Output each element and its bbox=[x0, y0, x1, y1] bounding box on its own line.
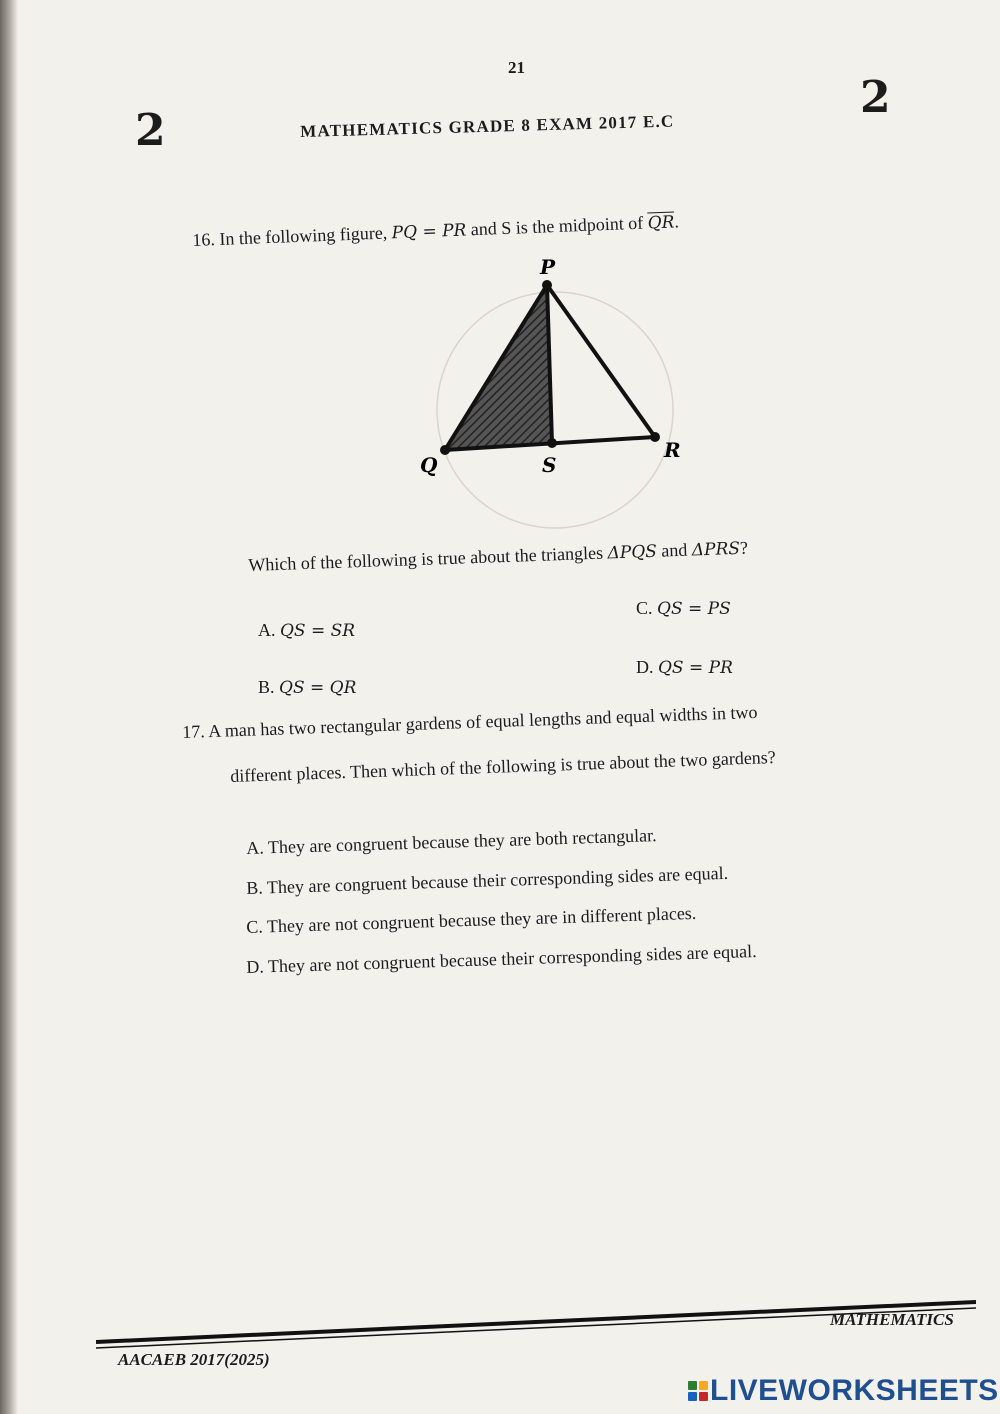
q17-option-b[interactable]: B. They are congruent because their corresponding sides are equal. bbox=[246, 862, 729, 898]
q16-option-d[interactable] bbox=[636, 657, 733, 678]
q16-question-and: and bbox=[660, 539, 688, 561]
triangle-figure bbox=[400, 250, 700, 530]
q16-question-end: ? bbox=[739, 537, 749, 558]
q16-stem-prefix: In the following figure, bbox=[218, 222, 388, 249]
label-p: P bbox=[540, 255, 556, 279]
binding-shadow bbox=[0, 0, 18, 1414]
q17-option-c[interactable]: C. They are not congruent because they are in different places. bbox=[246, 902, 697, 937]
footer-board: AACAEB 2017(2025) bbox=[118, 1350, 270, 1369]
label-q: Q bbox=[420, 453, 438, 477]
side-pr bbox=[547, 285, 655, 437]
section-digit-right: 2 bbox=[860, 72, 891, 123]
watermark-text: LIVEWORKSHEETS bbox=[710, 1374, 999, 1407]
q16-option-a-text: QS = SR bbox=[280, 621, 356, 641]
point-s bbox=[547, 438, 557, 448]
point-r bbox=[650, 432, 660, 442]
q16-stem-middle: and S is the midpoint of bbox=[470, 212, 644, 240]
q17-option-a[interactable]: A. They are congruent because they are both rectangular. bbox=[246, 825, 657, 858]
label-r: R bbox=[664, 438, 681, 462]
liveworksheets-logo-icon bbox=[688, 1381, 708, 1401]
q16-option-b-text: QS = QR bbox=[279, 678, 357, 698]
section-digit-left: 2 bbox=[135, 105, 166, 156]
exam-title: MATHEMATICS GRADE 8 EXAM 2017 E.C bbox=[300, 111, 675, 141]
q16-option-a[interactable] bbox=[258, 620, 355, 641]
q17-stem-line1: 17. A man has two rectangular gardens of equal lengths and equal widths in two bbox=[182, 701, 758, 742]
q16-question-prefix: Which of the following is true about the triangles bbox=[248, 542, 604, 575]
q16-number: 16. bbox=[192, 229, 216, 250]
q16-option-b[interactable] bbox=[258, 677, 356, 698]
liveworksheets-watermark bbox=[688, 1374, 999, 1408]
q16-question bbox=[248, 538, 748, 576]
q16-stem-math-pq-pr: PQ = PR bbox=[391, 220, 467, 244]
q16-option-c-text: QS = PS bbox=[657, 599, 731, 619]
q16-option-c-letter: C. bbox=[636, 598, 653, 618]
page-number: 21 bbox=[508, 58, 525, 77]
point-q bbox=[440, 445, 450, 455]
q16-question-math-prs: ΔPRS bbox=[691, 538, 741, 561]
q16-stem-end: . bbox=[674, 211, 680, 232]
q16-option-a-letter: A. bbox=[258, 620, 276, 640]
q16-option-b-letter: B. bbox=[258, 677, 275, 697]
q17-stem-line2: different places. Then which of the following is true about the two gardens? bbox=[230, 746, 777, 786]
q16-question-math-pqs: ΔPQS bbox=[607, 541, 658, 564]
q16-stem bbox=[192, 211, 679, 251]
q17-option-d[interactable]: D. They are not congruent because their corresponding sides are equal. bbox=[246, 940, 757, 977]
q16-option-c[interactable] bbox=[636, 598, 731, 619]
footer-subject: MATHEMATICS bbox=[830, 1310, 954, 1329]
q16-option-d-letter: D. bbox=[636, 657, 654, 677]
q16-option-d-text: QS = PR bbox=[658, 658, 733, 678]
label-s: S bbox=[542, 453, 557, 477]
q16-stem-math-qr: $\overline{QR}$ bbox=[647, 212, 675, 234]
point-p bbox=[542, 280, 552, 290]
